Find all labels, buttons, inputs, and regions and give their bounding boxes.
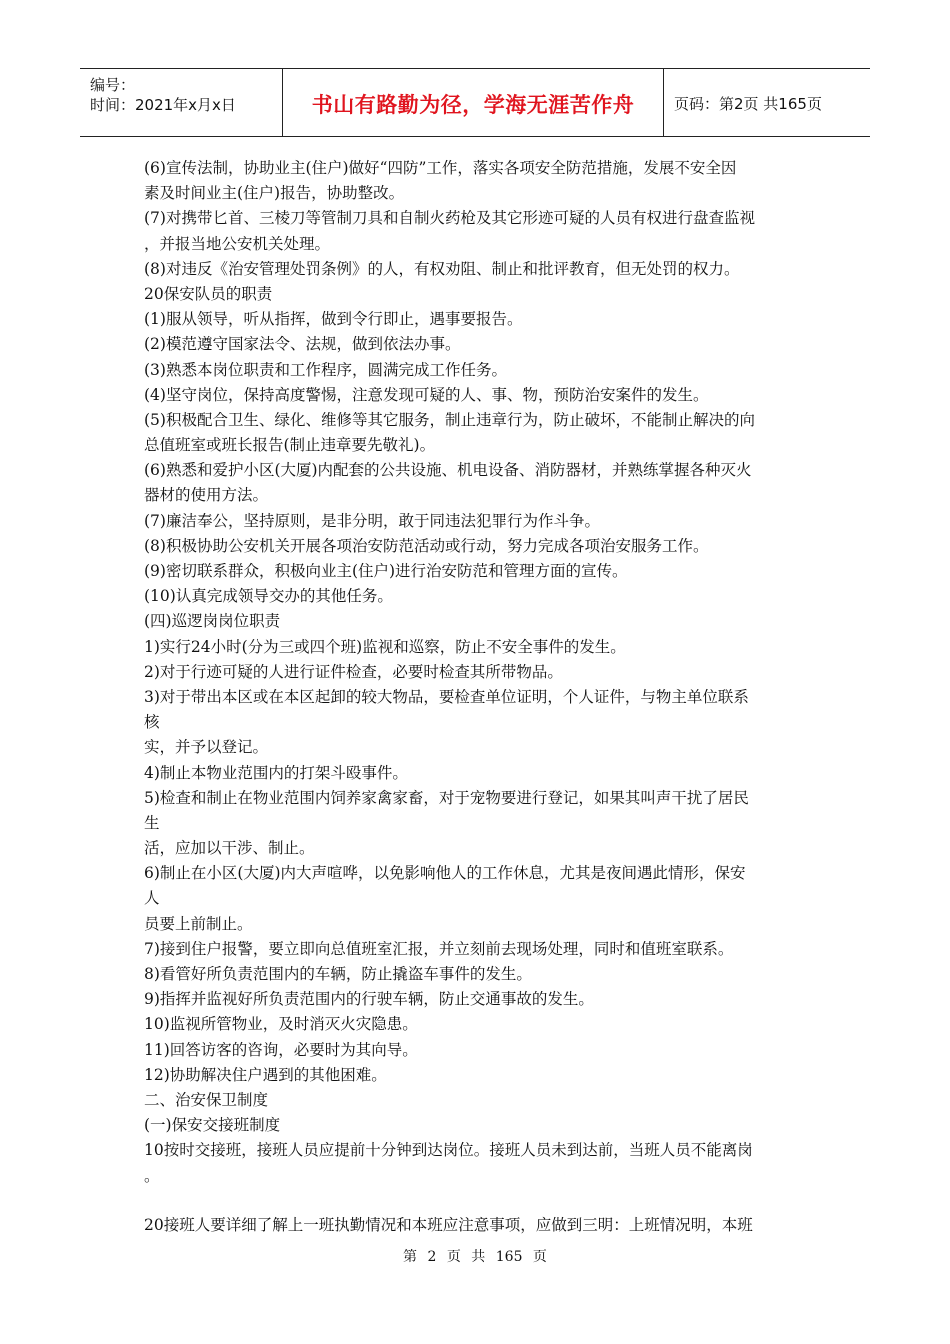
header-meta-cell [80, 69, 283, 136]
text-line: (4)坚守岗位，保持高度警惕，注意发现可疑的人、事、物，预防治安案件的发生。 [144, 385, 709, 404]
text-line: 核 [144, 713, 160, 732]
header-motto-cell [283, 69, 664, 136]
text-line: (8)对违反《治安管理处罚条例》的人，有权劝阻、制止和批评教育，但无处罚的权力。 [144, 259, 740, 278]
text-line: 12)协助解决住户遇到的其他困难。 [144, 1065, 387, 1084]
text-line: 11)回答访客的咨询，必要时为其向导。 [144, 1040, 418, 1059]
page-header [80, 68, 870, 137]
text-line: 4)制止本物业范围内的打架斗殴事件。 [144, 763, 408, 782]
text-line: 总值班室或班长报告(制止违章要先敬礼)。 [144, 436, 436, 455]
text-line: 10按时交接班，接班人员应提前十分钟到达岗位。接班人员未到达前，当班人员不能离岗 [144, 1141, 753, 1160]
text-line: 2)对于行迹可疑的人进行证件检查，必要时检查其所带物品。 [144, 662, 563, 681]
text-line: 器材的使用方法。 [144, 486, 269, 505]
text-line: (一)保安交接班制度 [144, 1116, 281, 1135]
document-body [144, 156, 814, 1238]
text-line: 5)检查和制止在物业范围内饲养家禽家畜，对于宠物要进行登记，如果其叫声干扰了居民 [144, 788, 749, 807]
motto-text: 书山有路勤为径，学海无涯苦作舟 [311, 93, 635, 117]
text-line: 员要上前制止。 [144, 914, 253, 933]
text-line: (7)对携带匕首、三棱刀等管制刀具和自制火药枪及其它形迹可疑的人员有权进行盘查监视 [144, 209, 755, 228]
text-line: 20接班人要详细了解上一班执勤情况和本班应注意事项，应做到三明：上班情况明，本班 [144, 1215, 753, 1234]
page-number-info: 页码：第2页 共165页 [674, 95, 822, 113]
text-line: 20保安队员的职责 [144, 284, 273, 303]
text-line: 8)看管好所负责范围内的车辆，防止撬盗车事件的发生。 [144, 965, 532, 983]
text-line: (7)廉洁奉公，坚持原则，是非分明，敢于同违法犯罪行为作斗争。 [144, 511, 600, 530]
text-line: 9)指挥并监视好所负责范围内的行驶车辆，防止交通事故的发生。 [144, 990, 594, 1009]
text-line: (四)巡逻岗岗位职责 [144, 612, 281, 631]
text-line: 活，应加以干涉、制止。 [144, 839, 315, 858]
text-line: 7)接到住户报警，要立即向总值班室汇报，并立刻前去现场处理，同时和值班室联系。 [144, 939, 734, 958]
text-line: 。 [144, 1166, 160, 1185]
text-line: (3)熟悉本岗位职责和工作程序，圆满完成工作任务。 [144, 360, 507, 379]
serial-number-label: 编号： [90, 76, 136, 94]
text-line: (1)服从领导，听从指挥，做到令行即止，遇事要报告。 [144, 310, 523, 329]
text-line: (10)认真完成领导交办的其他任务。 [144, 587, 393, 606]
text-line: (6)宣传法制，协助业主(住户)做好“四防”工作，落实各项安全防范措施，发展不安全因 [144, 159, 737, 177]
text-line: 实，并予以登记。 [144, 738, 269, 757]
text-line: (5)积极配合卫生、绿化、维修等其它服务，制止违章行为，防止破坏，不能制止解决的向 [144, 410, 755, 429]
text-line: ，并报当地公安机关处理。 [144, 234, 331, 253]
text-line: 生 [144, 813, 160, 832]
text-line: 人 [144, 889, 160, 908]
text-line: 二、治安保卫制度 [144, 1090, 269, 1109]
text-line: 3)对于带出本区或在本区起卸的较大物品，要检查单位证明，个人证件，与物主单位联系 [144, 687, 749, 706]
text-line: 10)监视所管物业，及时消灭火灾隐患。 [144, 1015, 418, 1034]
text-line: (6)熟悉和爱护小区(大厦)内配套的公共设施、机电设备、消防器材，并熟练掌握各种灭火 [144, 461, 752, 480]
date-line: 时间：2021年x月x日 [90, 96, 236, 114]
text-line: 1)实行24小时(分为三或四个班)监视和巡察，防止不安全事件的发生。 [144, 637, 626, 656]
text-line: (2)模范遵守国家法令、法规，做到依法办事。 [144, 335, 461, 354]
text-line: (8)积极协助公安机关开展各项治安防范活动或行动，努力完成各项治安服务工作。 [144, 536, 709, 555]
text-line: 6)制止在小区(大厦)内大声喧哗，以免影响他人的工作休息，尤其是夜间遇此情形，保安 [144, 864, 746, 883]
text-line: 素及时间业主(住户)报告，协助整改。 [144, 184, 405, 203]
header-page-cell [664, 69, 870, 136]
text-line: (9)密切联系群众，积极向业主(住户)进行治安防范和管理方面的宣传。 [144, 562, 628, 580]
page-footer: 第 2 页 共 165 页 [403, 1249, 547, 1265]
paragraph-gap [144, 1189, 814, 1213]
